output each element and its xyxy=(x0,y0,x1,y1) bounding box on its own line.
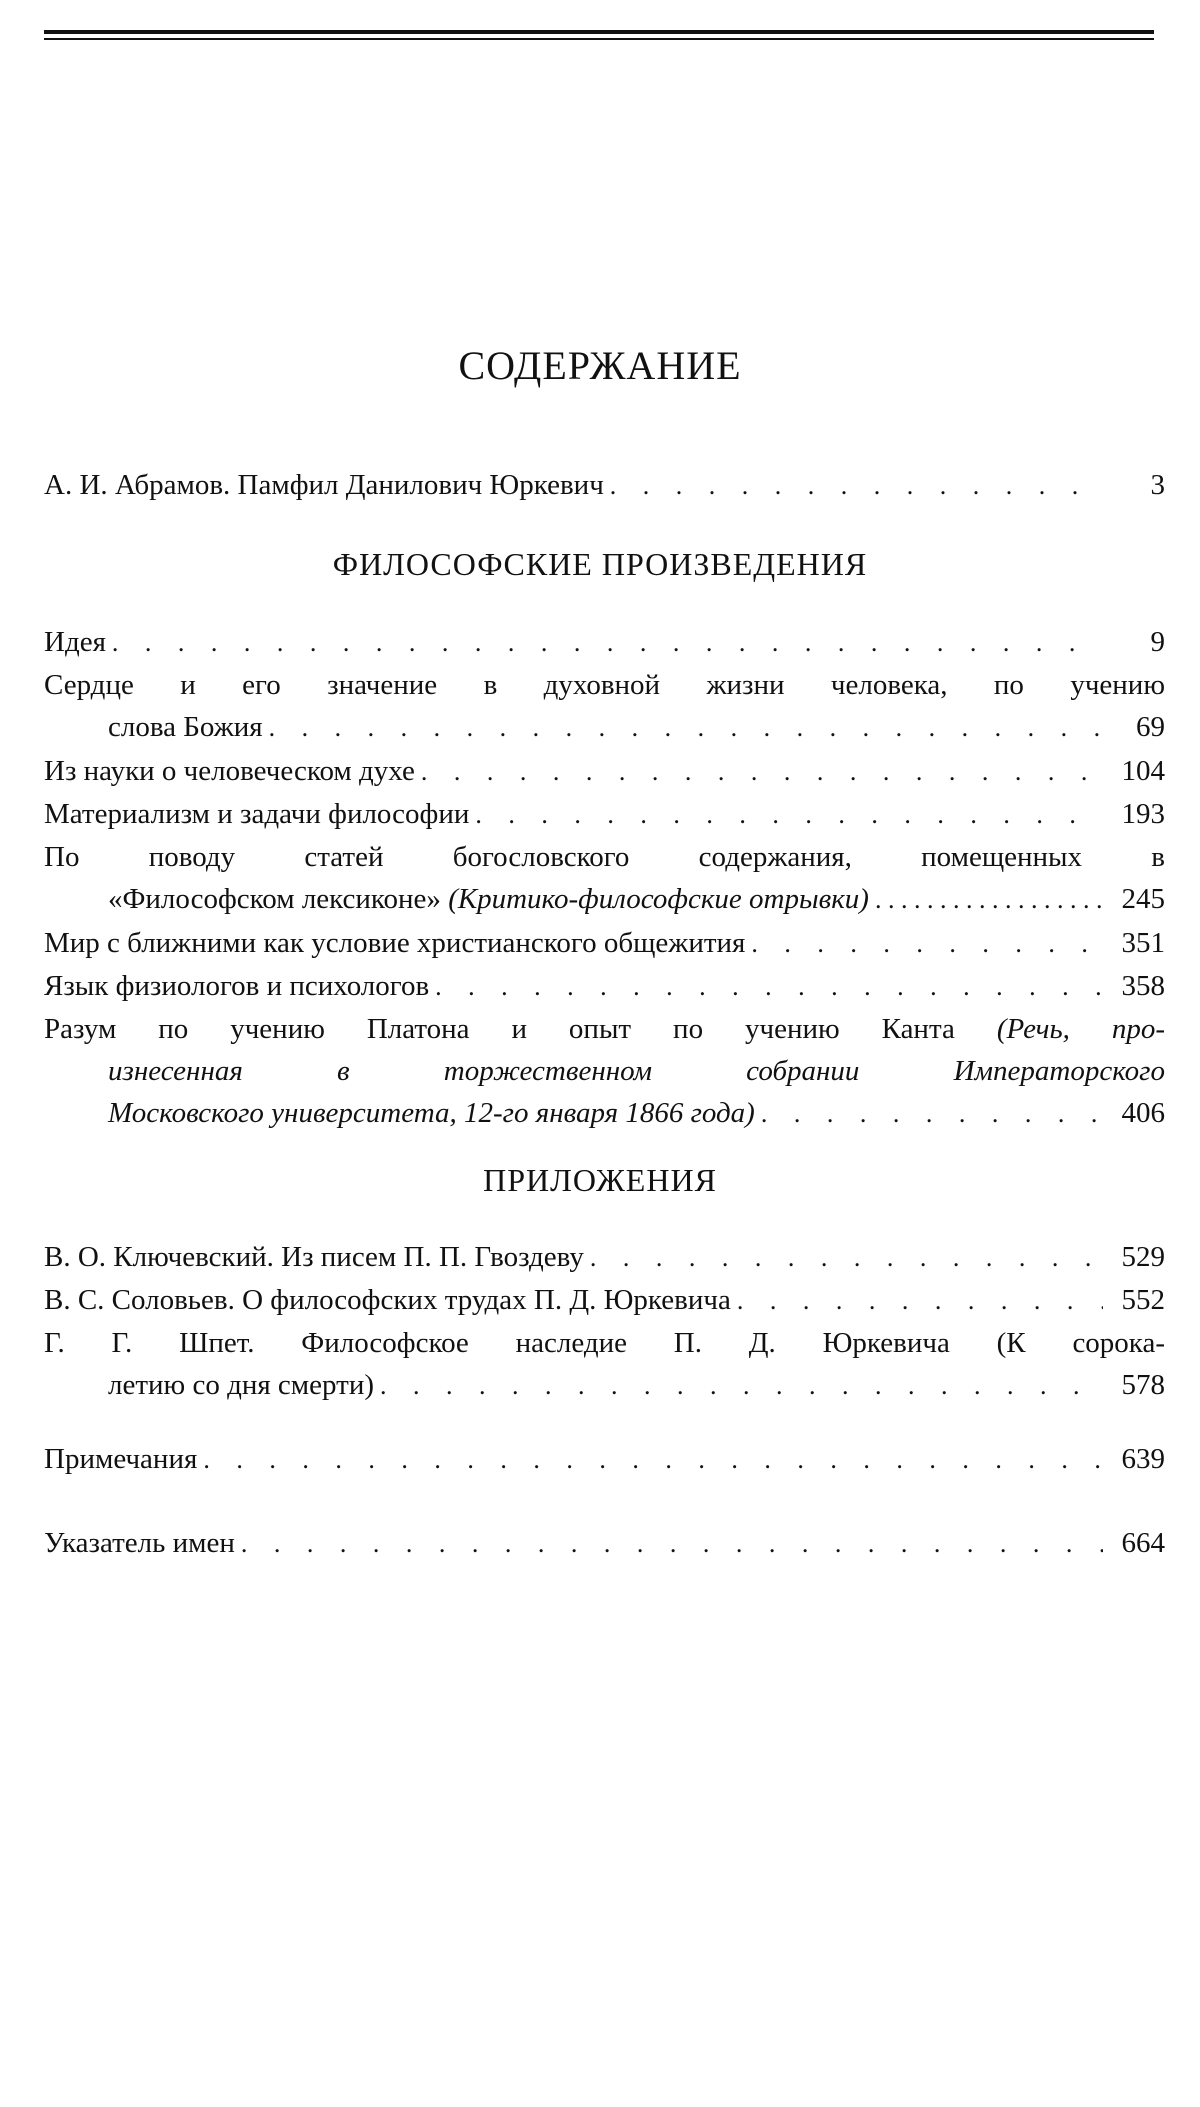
toc-entry[interactable] xyxy=(44,1008,1165,1134)
toc-page-number: 3 xyxy=(1150,469,1165,501)
leader-dots xyxy=(475,794,1103,836)
toc-entry-text: Идея xyxy=(44,626,106,658)
toc-entry-text: Указатель имен xyxy=(44,1527,235,1559)
toc-page-number: 193 xyxy=(1121,798,1165,830)
toc-entry[interactable] xyxy=(44,1279,1165,1321)
toc-entry-subtitle: изнесенная в торжественном собрании Императорского xyxy=(108,1055,1165,1087)
leader-dots xyxy=(421,751,1103,793)
toc-entry-text: В. О. Ключевский. Из писем П. П. Гвоздеву xyxy=(44,1241,584,1273)
toc-entry-notes[interactable] xyxy=(44,1438,1165,1480)
toc-entry-index[interactable] xyxy=(44,1522,1165,1564)
toc-entry-text: слова Божия xyxy=(108,711,263,743)
leader-dots xyxy=(751,923,1103,965)
toc-entry-text: Разум по учению Платона и опыт по учению Канта xyxy=(44,1013,955,1045)
leader-dots xyxy=(269,707,1103,749)
toc-page-number: 358 xyxy=(1121,970,1165,1002)
toc-entry[interactable] xyxy=(44,621,1165,663)
toc-entry[interactable] xyxy=(44,836,1165,920)
leader-dots xyxy=(435,966,1103,1008)
leader-dots xyxy=(761,1093,1103,1135)
toc-entry-text: В. С. Соловьев. О философских трудах П. Д. Юркевича xyxy=(44,1284,731,1316)
toc-entry[interactable] xyxy=(44,965,1165,1007)
leader-dots xyxy=(112,622,1103,664)
page-title: СОДЕРЖАНИЕ xyxy=(458,343,742,388)
toc-page-number: 104 xyxy=(1121,755,1165,787)
leader-dots xyxy=(610,465,1103,507)
leader-dots xyxy=(590,1237,1103,1279)
toc-entry[interactable] xyxy=(44,922,1165,964)
section-title-appendices: ПРИЛОЖЕНИЯ xyxy=(483,1162,717,1198)
toc-entry[interactable] xyxy=(44,1322,1165,1406)
top-rule-thin xyxy=(44,38,1154,40)
toc-page-number: 9 xyxy=(1150,626,1165,658)
leader-space xyxy=(875,879,1103,921)
toc-entry-text: По поводу статей богословского содержания, помещенных в xyxy=(44,841,1165,873)
toc-entry-text: летию со дня смерти) xyxy=(108,1369,374,1401)
toc-page-number: 578 xyxy=(1121,1369,1165,1401)
toc-entry-subtitle: (Критико-философские отрывки) xyxy=(448,883,869,915)
leader-dots xyxy=(203,1439,1103,1481)
toc-entry[interactable] xyxy=(44,1236,1165,1278)
toc-entry-subtitle: (Речь, про- xyxy=(996,1013,1166,1045)
toc-entry-text: Мир с ближними как условие христианского общежития xyxy=(44,927,746,959)
toc-entry-text: Примечания xyxy=(44,1443,198,1475)
toc-entry-intro[interactable] xyxy=(44,464,1165,506)
toc-page-number: 245 xyxy=(1121,883,1165,915)
leader-dots xyxy=(737,1280,1103,1322)
toc-entry-subtitle: Московского университета, 12-го января 1866 года) xyxy=(108,1097,755,1129)
toc-page-number: 69 xyxy=(1136,711,1165,743)
toc-entry[interactable] xyxy=(44,793,1165,835)
toc-page-number: 552 xyxy=(1121,1284,1165,1316)
section-title-philosophical-works: ФИЛОСОФСКИЕ ПРОИЗВЕДЕНИЯ xyxy=(332,546,868,582)
toc-entry-text: Язык физиологов и психологов xyxy=(44,970,430,1002)
toc-entry-text: Г. Г. Шпет. Философское наследие П. Д. Юркевича (К сорока- xyxy=(44,1327,1165,1359)
leader-dots xyxy=(241,1523,1103,1565)
toc-entry-text: Материализм и задачи философии xyxy=(44,798,470,830)
toc-page-number: 664 xyxy=(1121,1527,1165,1559)
toc-page-number: 406 xyxy=(1121,1097,1165,1129)
toc-entry-text: Сердце и его значение в духовной жизни человека, по учению xyxy=(44,669,1165,701)
toc-page-number: 639 xyxy=(1121,1443,1165,1475)
toc-entry[interactable] xyxy=(44,664,1165,748)
toc-entry-text: Из науки о человеческом духе xyxy=(44,755,415,787)
toc-page-number: 529 xyxy=(1121,1241,1165,1273)
toc-entry[interactable] xyxy=(44,750,1165,792)
toc-page-number: 351 xyxy=(1121,927,1165,959)
leader-dots xyxy=(380,1365,1103,1407)
top-rule xyxy=(44,30,1154,34)
toc-entry-text: А. И. Абрамов. Памфил Данилович Юркевич xyxy=(44,469,604,501)
toc-entry-text: «Философском лексиконе» xyxy=(108,883,441,915)
